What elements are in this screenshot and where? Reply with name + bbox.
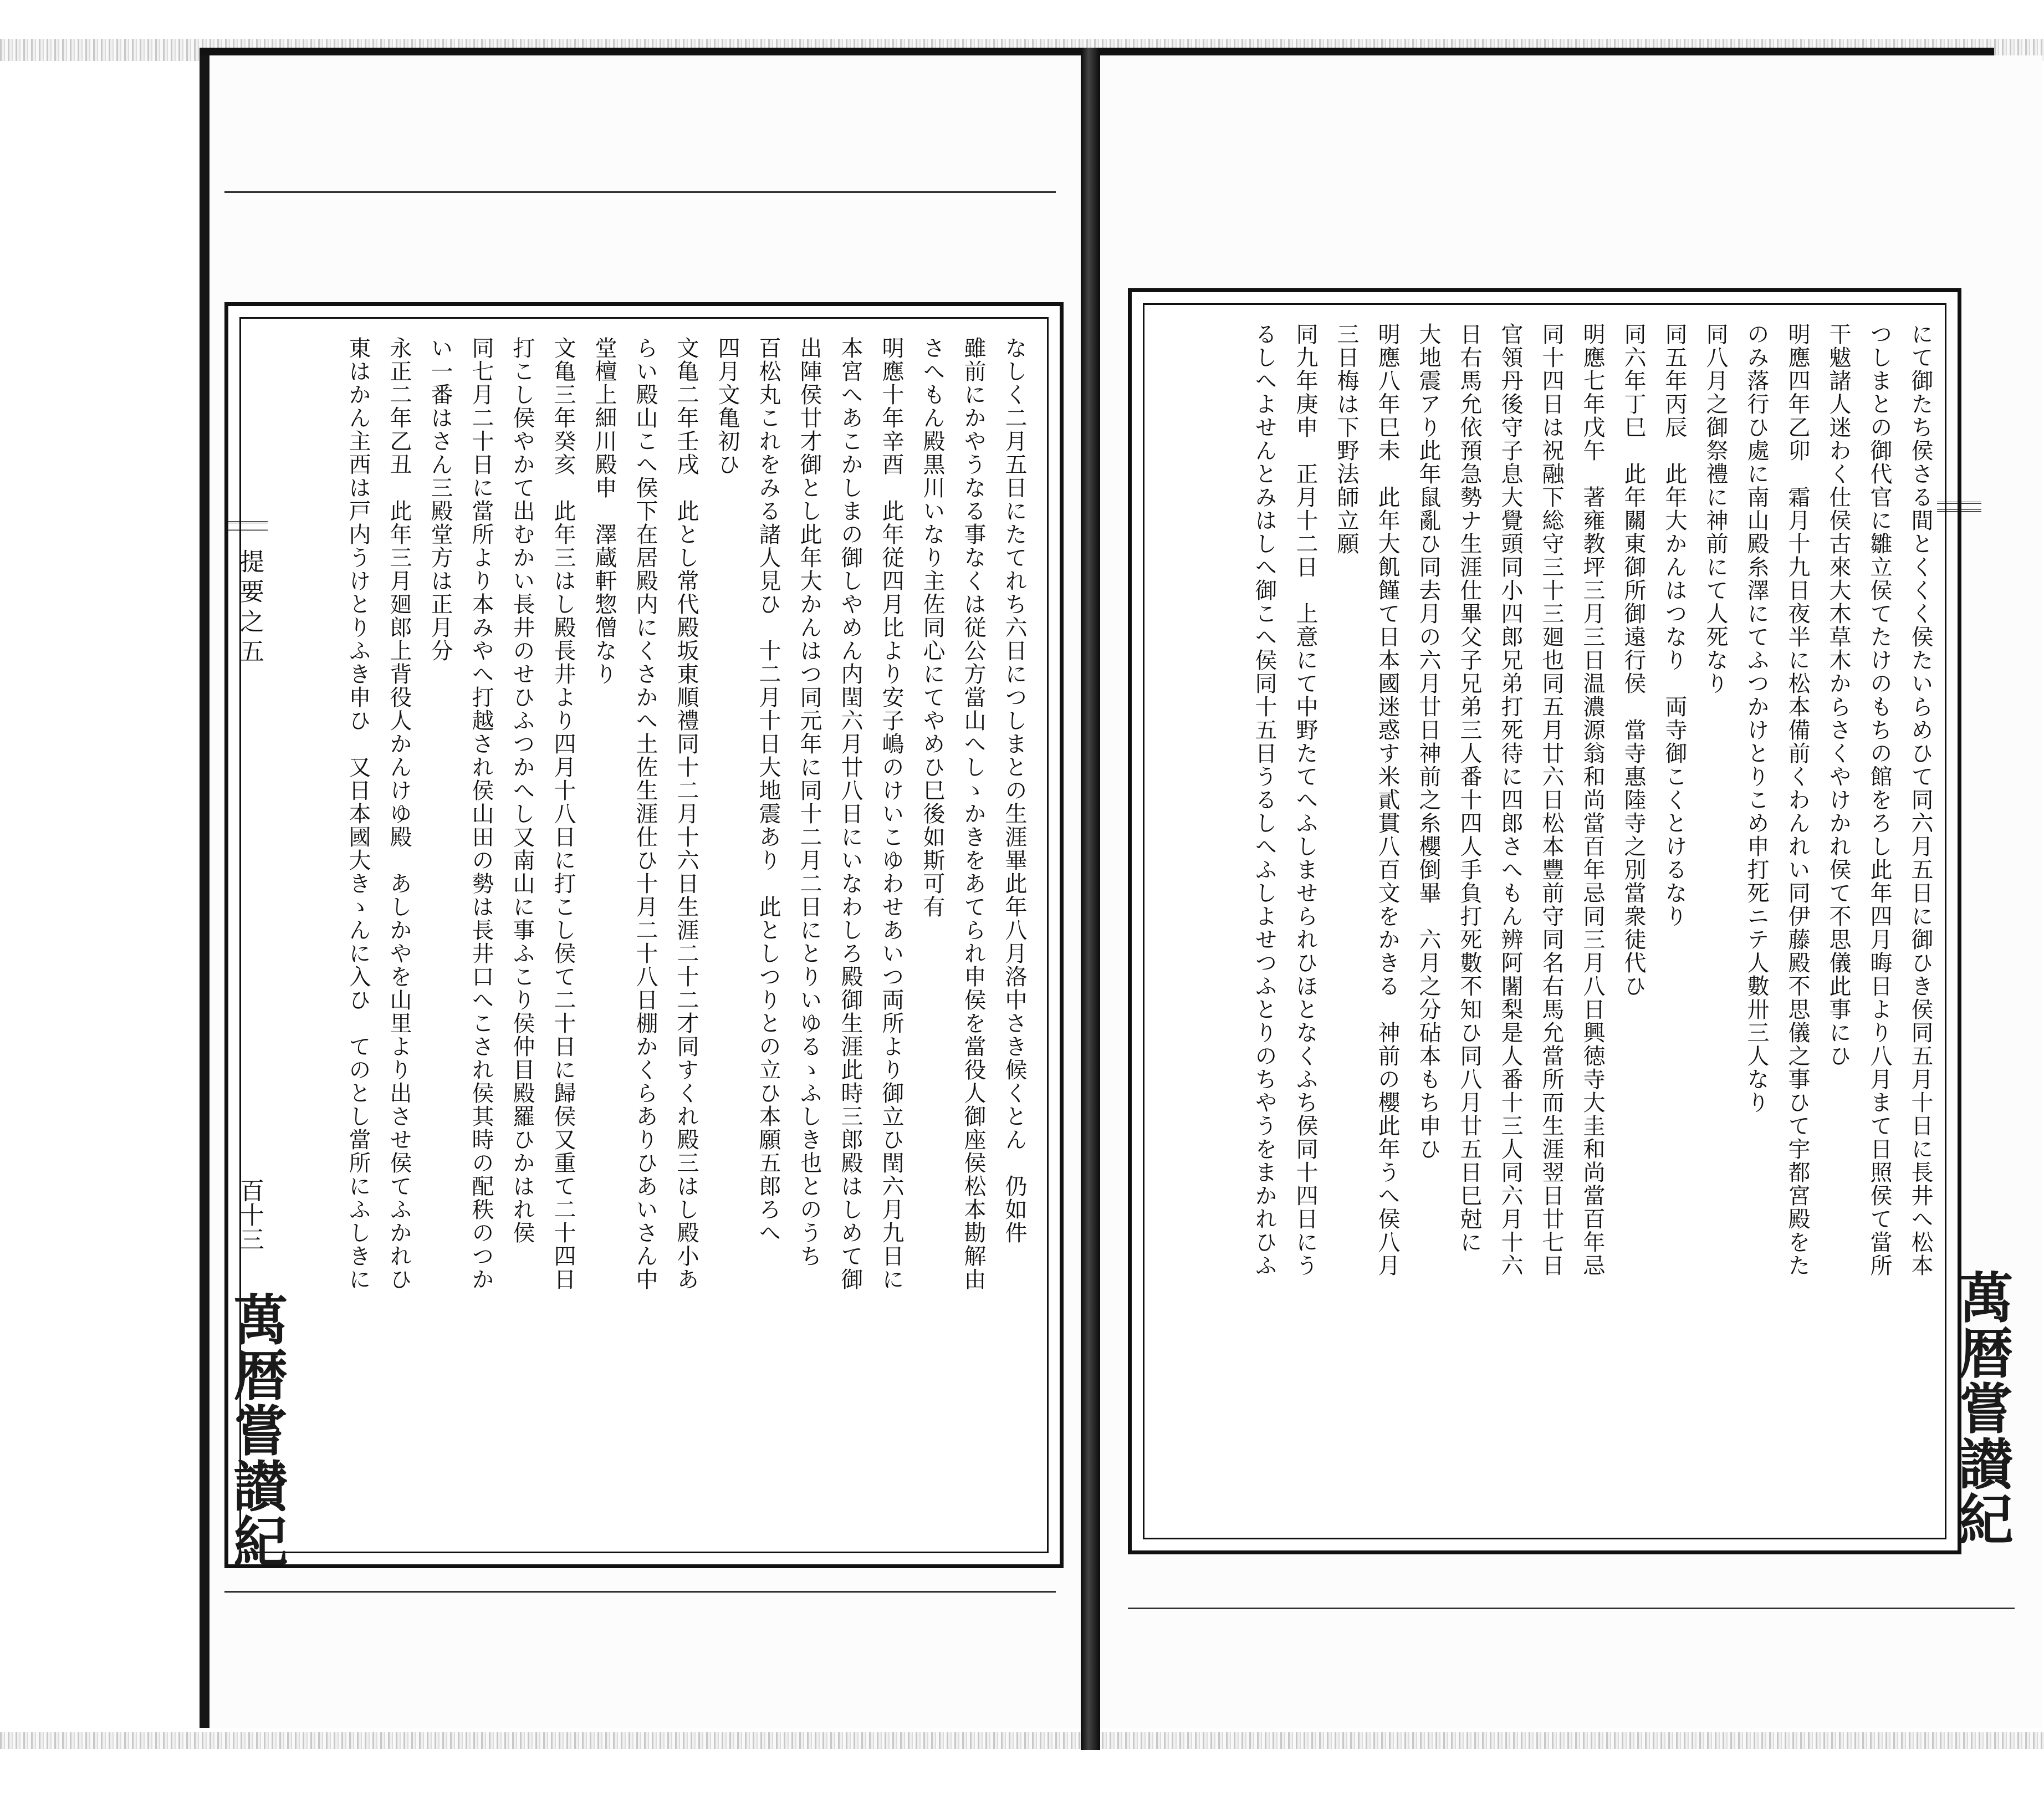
text-column: 同九年庚申 正月十二日 上意にて中野たてへふしませられひほとなくふち侯同十四日にう xyxy=(1292,323,1318,1277)
text-column: 同七月二十日に當所より本みやへ打越され侯山田の勢は長井口へこされ侯其時の配秩のつか xyxy=(468,336,494,1291)
text-column: 同十四日は祝融下総守三十三廻也同五月廿六日松本豐前守同名右馬允當所而生涯翌日廿七日 xyxy=(1539,323,1564,1277)
text-column: 日右馬允依預急勢ナ生涯仕畢父子兄弟三人番十四人手負打死數不知ひ同八月廿五日巳尅に xyxy=(1457,323,1482,1254)
text-column: 同六年丁巳 此年關東御所御遠行侯 當寺惠陸寺之別當衆徒代ひ xyxy=(1621,323,1646,998)
book-spine xyxy=(1081,48,1100,1750)
text-column: さへもん殿黒川いなり主佐同心にてやめひ巳後如斯可有 xyxy=(919,336,945,919)
left-text-frame xyxy=(224,302,1064,1568)
text-column: 本宮へあこかしまの御しやめん内閏六月廿八日にいなわしろ殿御生涯此時三郎殿はしめて御 xyxy=(837,336,863,1291)
text-column: にて御たち侯さる間とくくく侯たいらめひて同六月五日に御ひき侯同五月十日に長井へ松本 xyxy=(1908,323,1933,1277)
text-column: 明應四年乙卯 霜月十九日夜半に松本備前くわんれい同伊藤殿不思儀之事ひて宇都宮殿をた xyxy=(1785,323,1810,1277)
text-column: るしへよせんとみはしへ御こへ侯同十五日うるしへふしよせつふとりのちやうをまかれひふ xyxy=(1251,323,1277,1277)
text-column: 文亀三年癸亥 此年三はし殿長井より四月十八日に打こし侯て二十日に歸侯又重て二十四日 xyxy=(550,336,576,1291)
text-column: らい殿山こへ侯下在居殿内にくさかへ土佐生涯仕ひ十月二十八日棚かくらありひあいさん中 xyxy=(632,336,658,1291)
text-column: い一番はさん三殿堂方は正月分 xyxy=(427,336,453,662)
text-column: 干魃諸人迷わく仕侯古來大木草木からさくやけかれ侯て不思儀此事にひ xyxy=(1826,323,1851,1068)
text-column: なしく二月五日にたてれち六日につしまとの生涯畢此年八月洛中さき候くとん 仍如件 xyxy=(1001,336,1027,1244)
text-column: つしまとの御代官に雛立侯てたけのもちの館をろし此年四月晦日より八月まて日照侯て當所 xyxy=(1867,323,1892,1277)
page-number: 百十三 xyxy=(236,1178,264,1251)
text-column: 明應七年戊午 著雍教坪三月三日温濃源翁和尚當百年忌同三月八日興徳寺大圭和尚當百年忌 xyxy=(1580,323,1605,1277)
text-column: 堂檀上細川殿申 澤蔵軒惣僧なり xyxy=(591,336,617,686)
left-page-bottom-rule xyxy=(224,1591,1056,1593)
text-column: 大地震アり此年鼠亂ひ同去月の六月廿日神前之糸櫻倒畢 六月之分砧本もち申ひ xyxy=(1416,323,1441,1161)
right-columns xyxy=(1162,323,1935,1517)
right-book-title: 萬暦嘗讃紀 xyxy=(1950,1269,2014,1547)
text-column: 雖前にかやうなる事なくは従公方當山へしゝかきをあてられ申侯を當役人御座侯松本勘解由 xyxy=(960,336,986,1291)
text-column: 四月文亀初ひ xyxy=(714,336,740,476)
text-column: 東はかん主西は戸内うけとりふき申ひ 又日本國大きゝんに入ひ てのとし當所にふしきに xyxy=(345,336,371,1291)
right-page-bottom-rule xyxy=(1128,1608,2015,1609)
scan-noise-bottom xyxy=(0,1732,2044,1749)
text-column: 三日梅は下野法師立願 xyxy=(1333,323,1359,555)
left-margin-ornament xyxy=(224,521,268,531)
text-column: 同八月之御祭禮に神前にて人死なり xyxy=(1703,323,1728,695)
left-columns xyxy=(262,336,1029,1531)
left-book-title: 萬暦嘗讃紀 xyxy=(224,1292,288,1569)
left-page-top-rule xyxy=(224,191,1056,193)
text-column: 明應八年巳未 此年大飢饉て日本國迷惑す米貳貫八百文をかきる 神前の櫻此年うへ侯八月 xyxy=(1374,323,1400,1277)
text-column: のみ落行ひ處に南山殿糸澤にてふつかけとりこめ申打死ニテ人數卅三人なり xyxy=(1744,323,1769,1114)
text-column: 同五年丙辰 此年大かんはつなり 両寺御こくとけるなり xyxy=(1662,323,1687,928)
text-column: 永正二年乙丑 此年三月廻郎上背役人かんけゆ殿 あしかやを山里より出させ侯てふかれひ xyxy=(386,336,412,1291)
text-column: 文亀二年壬戌 此とし常代殿坂東順禮同十二月十六日生涯二十二才同すくれ殿三はし殿小あ xyxy=(673,336,699,1291)
text-column: 打こし侯やかて出むかい長井のせひふつかへし又南山に事ふこり侯仲目殿羅ひかはれ侯 xyxy=(509,336,535,1244)
text-column: 出陣侯廿才御とし此年大かんはつ同元年に同十二月二日にとりいゆるゝふしき也とのうち xyxy=(796,336,822,1268)
margin-title: 提要之五 xyxy=(236,549,264,669)
right-text-frame xyxy=(1128,288,1961,1554)
text-column: 明應十年辛酉 此年従四月比より安子嶋のけいこゆわせあいつ両所より御立ひ閏六月九日に xyxy=(878,336,904,1291)
text-column: 百松丸これをみる諸人見ひ 十二月十日大地震あり 此としつりとの立ひ本願五郎ろへ xyxy=(755,336,781,1244)
right-margin-ornament xyxy=(1937,502,1981,512)
text-column: 官領丹後守子息大覺頭同小四郎兄弟打死待に四郎さへもん辨阿闍梨是人番十三人同六月十六 xyxy=(1498,323,1523,1277)
